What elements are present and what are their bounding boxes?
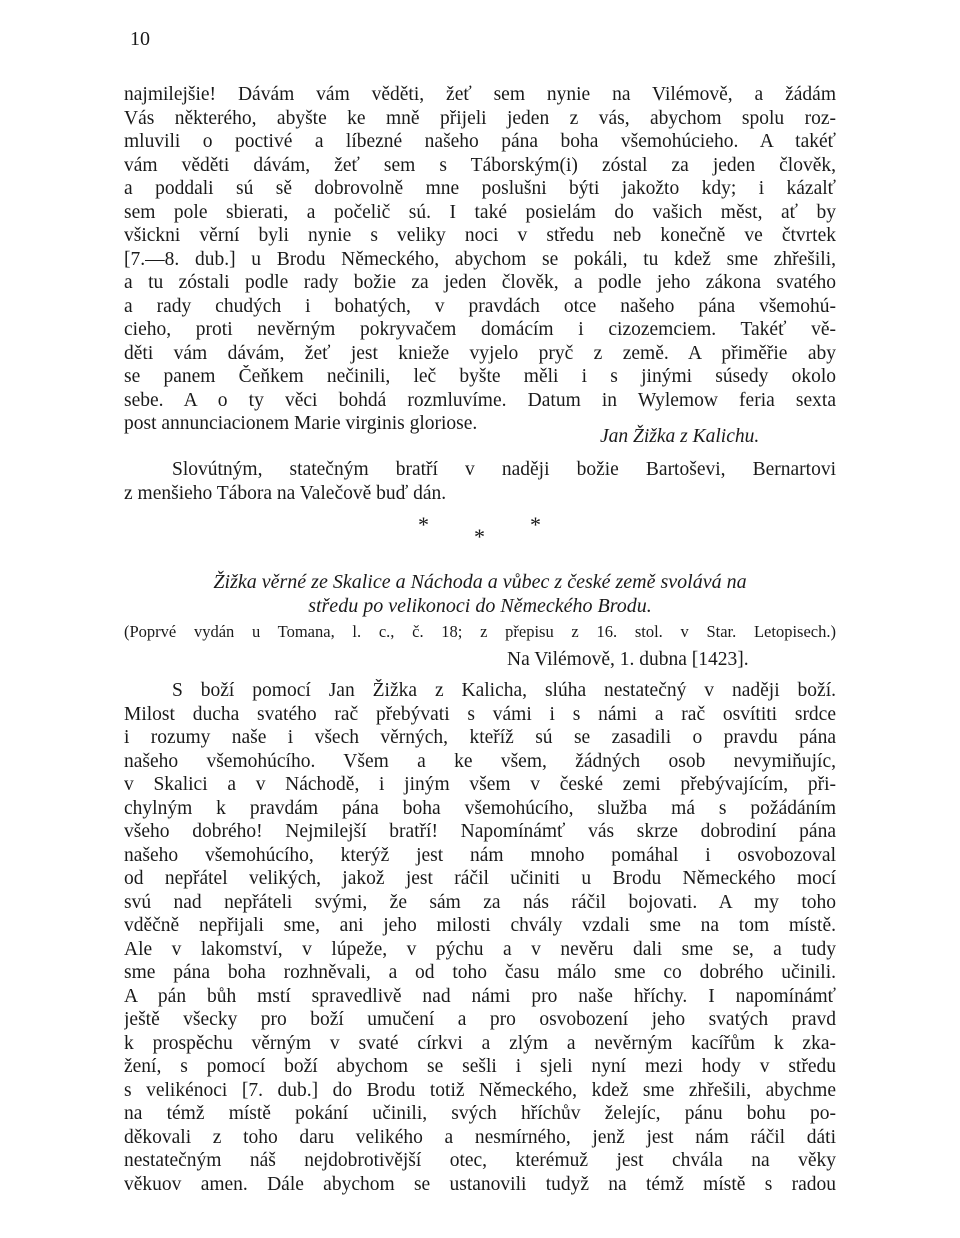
text-line: a tu zóstali podle rady božie za jeden člověk, a podle jeho zákona svatého bbox=[124, 272, 836, 293]
letter1-body bbox=[124, 83, 836, 436]
text-line: a poddali sú sě dobrovolně mne poslušni býti jakožto kdy; i kázalť bbox=[124, 178, 836, 199]
text-line: Milost ducha svatého rač přebývati s vámi i s námi a rač osvítiti srdce bbox=[124, 703, 836, 725]
letter2-heading bbox=[124, 570, 836, 618]
text-line: s velikénoci [7. dub.] do Brodu totiž Německého, kdež sme zhřešili, abychme bbox=[124, 1079, 836, 1101]
text-line: na témž místě pokání učinili, svých hříchův želejíc, pánu bohu po- bbox=[124, 1103, 836, 1124]
text-line: v Skalici a v Náchodě, i jiným všem v české zemi přebývajícím, při- bbox=[124, 774, 836, 795]
text-line: sebe. A o ty věci bohdá rozmluvíme. Datum in Wylemow feria sexta bbox=[124, 389, 836, 411]
text-line: sme pána boha rozhněvali, a od toho času málo sme co dobrého učinili. bbox=[124, 962, 836, 983]
text-line: chylným k pravdám pána boha všemohúcího, služba má s požádáním bbox=[124, 797, 836, 819]
signature: Jan Žižka z Kalichu. bbox=[600, 426, 760, 447]
text-line: všickni věrní byli nynie s veliky noci v středu neb konečně ve čtvrtek bbox=[124, 225, 836, 246]
separator-star: * bbox=[418, 512, 429, 537]
letter1-address bbox=[124, 458, 836, 505]
page-number: 10 bbox=[130, 28, 150, 50]
text-line: věkuov amen. Dále abychom se ustanovili tudyž na témž místě s radou bbox=[124, 1173, 836, 1195]
dateline: Na Vilémově, 1. dubna [1423]. bbox=[507, 649, 749, 670]
heading-line: středu po velikonoci do Německého Brodu. bbox=[308, 595, 652, 617]
text-line: se panem Čeňkem nečinili, leč byšte měli i s jinými súsedy okolo bbox=[124, 366, 836, 387]
text-line: Vás některého, abyšte ke mně přijeli jeden z vás, abychom spolu roz- bbox=[124, 107, 836, 129]
address-line: Slovútným, statečným bratří v naději božie Bartoševi, Bernartovi bbox=[172, 459, 836, 480]
text-line: post annunciacionem Marie virginis gloriose. bbox=[124, 413, 478, 434]
text-line: ještě všecky pro boží umučení a pro osvobození jeho svatých pravd bbox=[124, 1009, 836, 1030]
address-line: z menšieho Tábora na Valečově buď dán. bbox=[124, 482, 447, 504]
text-line: našeho všemohúcího. Všem a ke všem, žádných osob nevymiňujíc, bbox=[124, 750, 836, 772]
text-line: a rady chudých i bohatých, v pravdách otce našeho pána všemohú- bbox=[124, 295, 836, 317]
separator-star: * bbox=[530, 512, 541, 537]
text-line: k prospěchu věrným v svaté církvi a zlým a nevěrným kacířům k zka- bbox=[124, 1032, 836, 1054]
text-line: cieho, proti nevěrným pokryvačem domácím i cizozemciem. Takéť vě- bbox=[124, 319, 836, 340]
text-line: vděčně nepřijali sme, ani jeho milosti chvály vzdali sme na tom místě. bbox=[124, 915, 836, 936]
text-line: S boží pomocí Jan Žižka z Kalicha, slúha nestatečný v naději boží. bbox=[172, 680, 836, 701]
text-line: nestatečným náš nejdobrotivější otec, kterémuž jest chvála na věky bbox=[124, 1150, 836, 1171]
separator-star: * bbox=[474, 524, 485, 549]
text-line: sem pole sbierati, a počelič sú. I také posielám do vašich měst, ať by bbox=[124, 201, 836, 223]
text-line: děti vám dávám, žeť jest knieže vyjelo pryč z země. A přiměřie aby bbox=[124, 342, 836, 364]
text-line: i rozumy naše i všech věrných, kteříž sú se zasadili o pravdu pána bbox=[124, 727, 836, 748]
text-line: vám věděti dávám, žeť sem s Táborským(i) zóstal za jeden člověk, bbox=[124, 154, 836, 176]
text-line: všeho dobrého! Nejmilejší bratří! Napomínámť vás skrze dobrodiní pána bbox=[124, 821, 836, 842]
text-line: mluvili o poctivé a líbezné našeho pána boha všemohúcieho. A takéť bbox=[124, 131, 836, 152]
section-separator bbox=[418, 512, 548, 549]
heading-line: Žižka věrné ze Skalice a Náchoda a vůbec z české země svolává na bbox=[213, 571, 747, 593]
text-line: svú nad nepřáteli svými, že sám za nás ráčil bojovati. A my toho bbox=[124, 891, 836, 913]
text-line: A pán bůh mstí spravedlivě nad námi pro naše hříchy. I napomínámť bbox=[124, 985, 836, 1007]
text-line: [7.—8. dub.] u Brodu Německého, abychom se pokáli, tu kdež sme zhřešili, bbox=[124, 248, 836, 270]
text-line: najmilejšie! Dávám vám věděti, žeť sem nynie na Vilémově, a žádám bbox=[124, 84, 836, 105]
text-line: našeho všemohúcího, kterýž jest nám mnoho pomáhal i osvobozoval bbox=[124, 844, 836, 866]
letter2-body bbox=[124, 679, 836, 1196]
source-note: (Poprvé vydán u Tomana, l. c., č. 18; z přepisu z 16. stol. v Star. Letopisech.) bbox=[124, 622, 836, 641]
text-line: Ale v lakomství, v lúpeže, v pýchu a v nevěru dali sme se, a tudy bbox=[124, 938, 836, 960]
text-line: děkovali z toho daru velikého a nesmírného, jenž jest nám ráčil dáti bbox=[124, 1126, 836, 1148]
text-line: od nepřátel velikých, jakož jest ráčil učiniti u Brodu Německého mocí bbox=[124, 868, 836, 889]
text-line: žení, s pomocí boží abychom se sešli i sjeli nyní mezi hody v středu bbox=[124, 1056, 836, 1077]
